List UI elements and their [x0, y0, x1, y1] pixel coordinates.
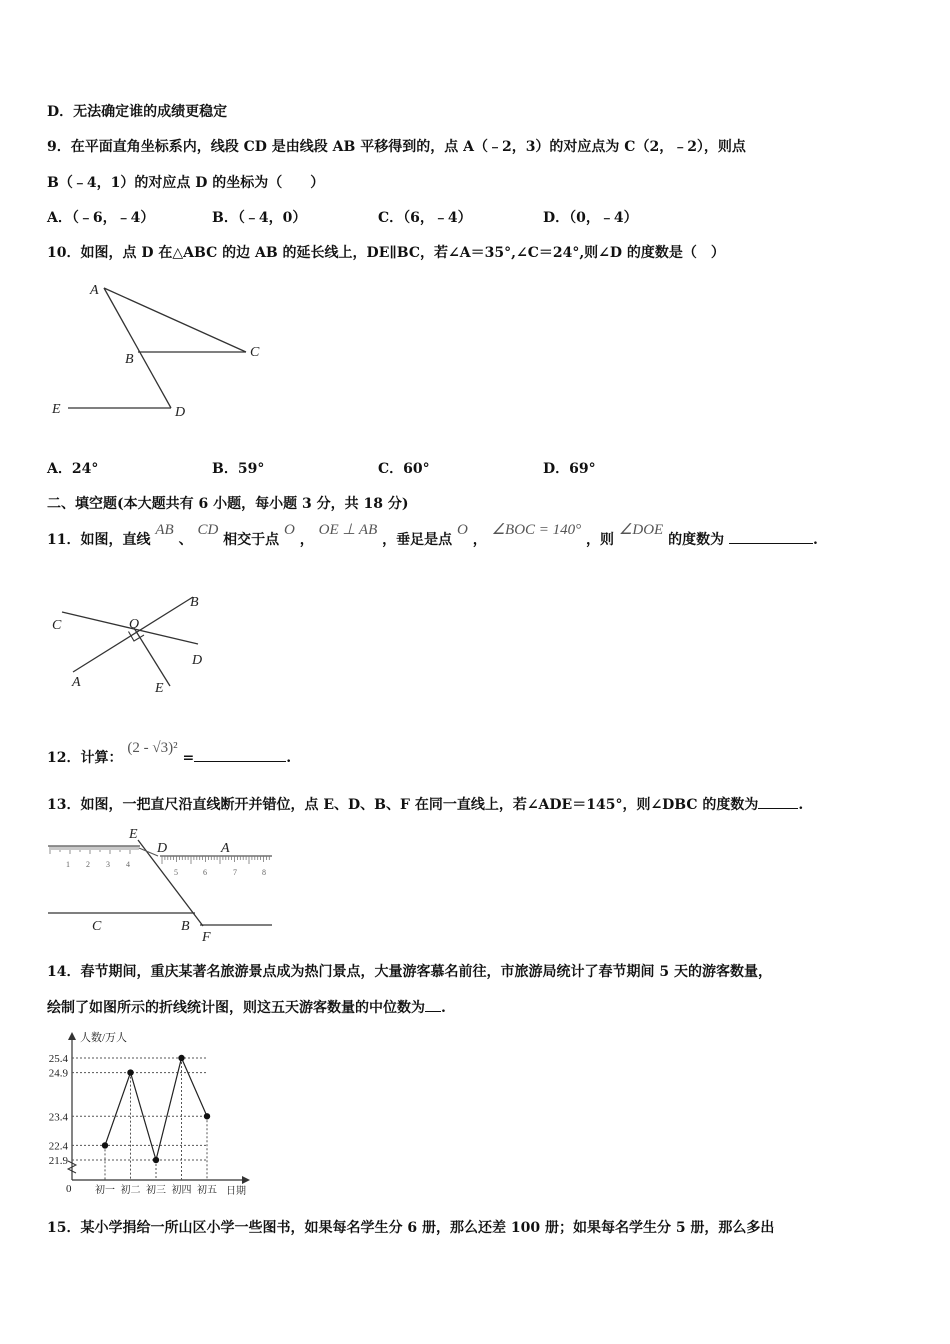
- q10-label-e: E: [52, 402, 61, 417]
- chart-y-tick-label: 21.9: [48, 1155, 68, 1167]
- q13-label-c: C: [92, 919, 102, 934]
- q13-stem: [47, 795, 803, 815]
- q10-label-c: C: [250, 345, 260, 360]
- q12-equals: =: [182, 750, 195, 766]
- q15-stem: 15．某小学捐给一所山区小学一些图书，如果每名学生分 6 册，那么还差 100 册；如果每名学生分 5 册，那么多出: [47, 1220, 775, 1236]
- chart-x-label: 日期: [226, 1186, 246, 1197]
- q14-answer-blank: [425, 1011, 441, 1012]
- q11-math-angle-boc: ∠BOC = 140°: [491, 522, 582, 538]
- q11-part5: ，垂足是点: [382, 532, 453, 548]
- chart-data-point: [102, 1142, 108, 1148]
- q10-option-a: A．24°: [47, 461, 99, 477]
- q13-label-f: F: [202, 930, 211, 945]
- q11-math-angle-doe: ∠DOE: [618, 522, 664, 538]
- chart-data-point: [178, 1055, 184, 1061]
- chart-y-tick-label: 23.4: [48, 1111, 68, 1124]
- q9-option-b: B．（﹣4，0）: [212, 210, 307, 226]
- chart-y-tick-label: 22.4: [48, 1140, 68, 1153]
- q13-tick-1: 1: [66, 860, 70, 869]
- section-2-heading: 二、填空题(本大题共有 6 小题，每小题 3 分，共 18 分): [47, 496, 409, 512]
- q14-stem-line1: 14．春节期间，重庆某著名旅游景点成为热门景点，大量游客慕名前往，市旅游局统计了春节期间 5 天的游客数量，: [47, 964, 772, 980]
- q11-part2: 、: [178, 532, 193, 548]
- q10-stem: 10．如图，点 D 在△ABC 的边 AB 的延长线上，DE∥BC，若∠A＝35°,∠C＝24°,则∠D 的度数是（ ）: [47, 245, 725, 261]
- q11-answer-blank: [729, 543, 813, 544]
- q10-label-d: D: [175, 405, 186, 420]
- q11-part1: 11．如图，直线: [47, 532, 151, 548]
- chart-data-point: [204, 1113, 210, 1119]
- q13-label-a: A: [221, 841, 230, 856]
- q11-math-o2: O: [457, 522, 468, 538]
- q12-answer-blank: [194, 761, 286, 762]
- chart-data-point: [127, 1069, 133, 1075]
- q13-text: 13．如图，一把直尺沿直线断开并错位，点 E、D、B、F 在同一直线上，若∠ADE＝145°，则∠DBC 的度数为: [47, 797, 759, 813]
- q11-intersecting-lines-figure: [40, 585, 230, 700]
- q14-stem-line2: [47, 998, 446, 1018]
- q11-label-e: E: [155, 681, 164, 696]
- q12-prefix: 12．计算：: [47, 750, 123, 766]
- q11-part6: ，: [472, 532, 487, 548]
- chart-y-axis-arrow: [68, 1032, 76, 1040]
- q11-label-c: C: [52, 618, 62, 633]
- q11-math-o1: O: [284, 522, 295, 538]
- q14-end: .: [441, 1000, 446, 1016]
- q11-math-ab: AB: [155, 522, 174, 538]
- q10-label-b: B: [125, 352, 134, 367]
- chart-x-tick-label: 初二: [120, 1185, 141, 1196]
- q13-tick-8: 8: [262, 868, 266, 877]
- q12-expression: (2 - √3)²: [127, 740, 178, 756]
- chart-y-tick-label: 24.9: [48, 1067, 68, 1080]
- q11-math-oe-perp-ab: OE ⊥ AB: [318, 522, 378, 538]
- chart-series-line: [105, 1058, 207, 1160]
- chart-y-tick-label: 25.4: [48, 1053, 68, 1065]
- q13-tick-7: 7: [233, 868, 237, 877]
- q10-label-a: A: [90, 283, 99, 298]
- q9-option-d: D．（0，﹣4）: [543, 210, 638, 226]
- q9-stem-line1: 9．在平面直角坐标系内，线段 CD 是由线段 AB 平移得到的，点 A（﹣2，3）的对应点为 C（2，﹣2），则点: [47, 139, 746, 155]
- chart-x-tick-label: 初三: [146, 1185, 166, 1196]
- q11-label-a: A: [72, 675, 81, 690]
- q13-label-e: E: [129, 827, 138, 842]
- q11-end: .: [812, 532, 818, 548]
- q8-option-d: D．无法确定谁的成绩更稳定: [47, 104, 228, 120]
- q11-part8: 的度数为: [668, 532, 725, 548]
- chart-x-tick-label: 初四: [171, 1185, 192, 1196]
- q13-tick-3: 3: [106, 860, 110, 869]
- q11-part4: ，: [299, 532, 314, 548]
- chart-data-point: [153, 1157, 159, 1163]
- chart-x-axis-arrow: [242, 1176, 250, 1184]
- q10-triangle-figure: [40, 275, 280, 425]
- chart-origin-label: 0: [66, 1183, 72, 1195]
- q12-stem: [47, 740, 292, 768]
- q11-part3: 相交于点: [223, 532, 280, 548]
- q14-line2-text: 绘制了如图所示的折线统计图，则这五天游客数量的中位数为: [47, 1000, 425, 1016]
- q11-label-b: B: [190, 595, 199, 610]
- q11-math-cd: CD: [197, 522, 219, 538]
- q10-option-b: B．59°: [212, 461, 265, 477]
- q10-option-c: C．60°: [378, 461, 430, 477]
- q13-tick-5: 5: [174, 868, 178, 877]
- q13-answer-blank: [758, 808, 798, 809]
- q14-line-chart: [40, 1028, 255, 1200]
- chart-y-label: 人数/万人: [80, 1032, 128, 1044]
- q13-tick-2: 2: [86, 860, 90, 869]
- q13-tick-6: 6: [203, 868, 207, 877]
- chart-x-tick-label: 初一: [95, 1185, 115, 1196]
- q13-end: .: [798, 797, 804, 813]
- q9-option-c: C．（6，﹣4）: [378, 210, 472, 226]
- q11-label-d: D: [192, 653, 203, 668]
- chart-axis-break: [68, 1161, 76, 1173]
- q11-stem: [47, 522, 818, 550]
- q11-part7: ，则: [586, 532, 615, 548]
- q12-end: .: [286, 750, 292, 766]
- q13-ruler-figure: [40, 822, 280, 947]
- q10-option-d: D．69°: [543, 461, 596, 477]
- q13-label-d: D: [157, 841, 168, 856]
- q13-tick-4: 4: [126, 860, 130, 869]
- q11-label-o: O: [129, 617, 140, 632]
- q13-label-b: B: [181, 919, 190, 934]
- chart-x-tick-label: 初五: [197, 1185, 217, 1196]
- q9-stem-line2: B（﹣4，1）的对应点 D 的坐标为（ ）: [47, 175, 325, 191]
- q9-option-a: A．（﹣6，﹣4）: [47, 210, 155, 226]
